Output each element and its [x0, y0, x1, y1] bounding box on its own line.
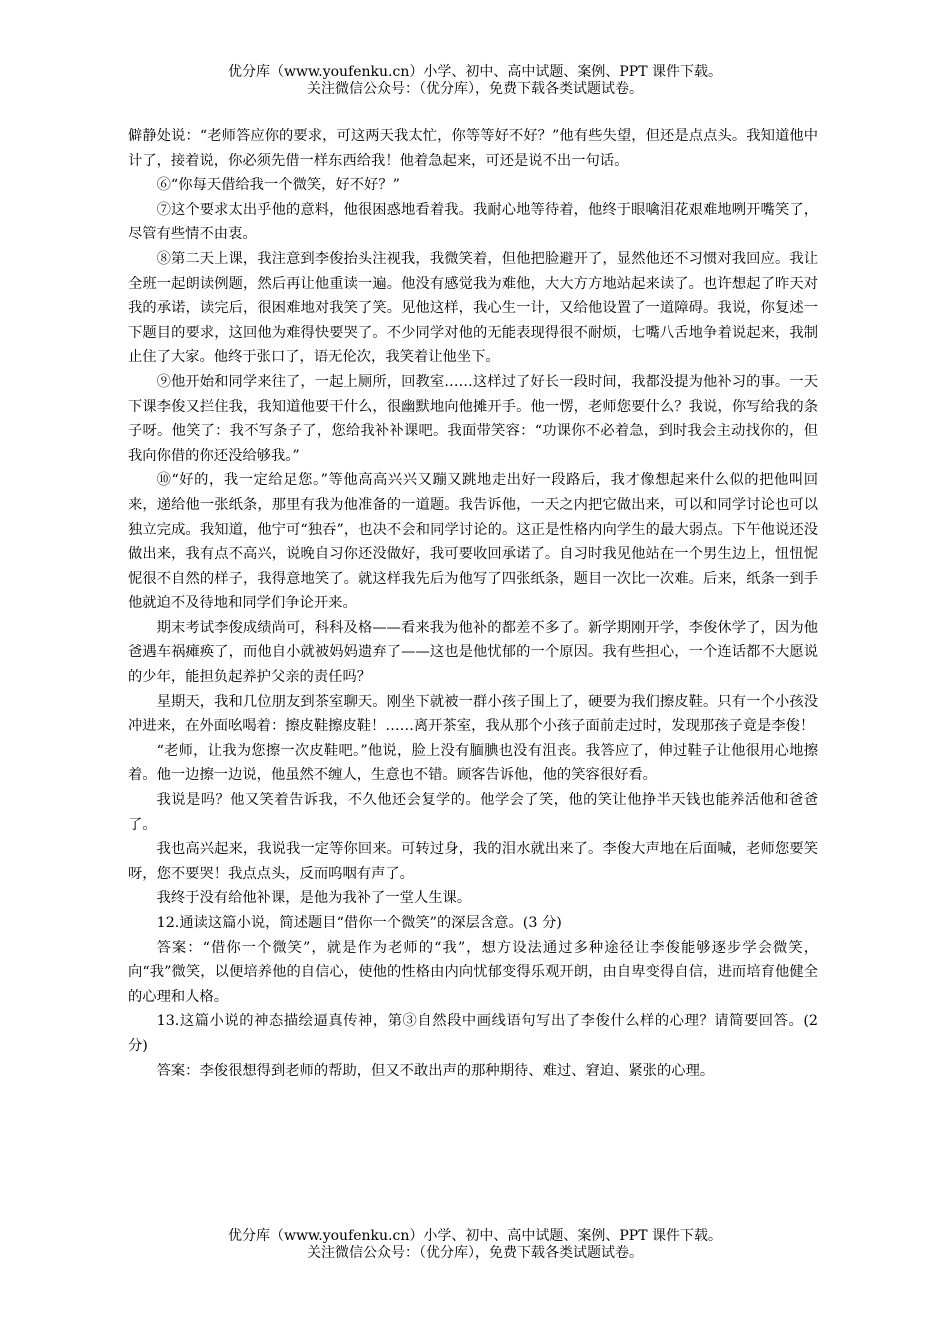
- paragraph-continued: 僻静处说：“老师答应你的要求，可这两天我太忙，你等等好不好？”他有些失望，但还是点点头。我知道他中计了，接着说，你必须先借一样东西给我！他着急起来，可还是说不出一句话。: [128, 128, 818, 169]
- question-12: 12.通读这篇小说，简述题目“借你一个微笑”的深层含意。(3 分): [156, 915, 562, 931]
- article-body: [128, 124, 818, 1083]
- paragraph-7: ⑦这个要求太出乎他的意料，他很困惑地看着我。我耐心地等待着，他终于眼噙泪花艰难地咧开嘴笑了，尽管有些情不由衷。: [128, 201, 818, 243]
- answer-13: 答案：李俊很想得到老师的帮助，但又不敢出声的那种期待、难过、窘迫、紧张的心理。: [156, 1062, 715, 1079]
- paragraph-10: ⑩“好的，我一定给足您。”等他高高兴兴又蹦又跳地走出好一段路后，我才像想起来什么似的把他叫回来，递给他一张纸条，那里有我为他准备的一道题。我告诉他，一天之内把它做出来，可以和同学讨论也可以独立完成。我知道，他宁可“独吞”，也决不会和同学讨论的。这正是性格内向学生的最大弱点。下午他说还没做出来，我有点不高兴，说晚自习你还没做好，我可要收回承诺了。自习时我见他站在一个男生边上，忸忸怩怩很不自然的样子，我得意地笑了。就这样我先后为他写了四张纸条，题目一次比一次难。后来，纸条一到手他就迫不及待地和同学们争论开来。: [128, 472, 818, 612]
- answer-12: 答案：“借你一个微笑”，就是作为老师的“我”，想方设法通过多种途径让李俊能够逐步学会微笑，向“我”微笑，以便培养他的自信心，使他的性格由内向忧郁变得乐观开朗，由自卑变得自信，进而培育他健全的心理和人格。: [128, 939, 818, 1005]
- page-footer: [0, 1228, 950, 1262]
- paragraph-8: ⑧第二天上课，我注意到李俊抬头注视我，我微笑着，但他把脸避开了，显然他还不习惯对我回应。我让全班一起朗读例题，然后再让他重读一遍。他没有感觉我为难他，大大方方地站起来读了。也许想起了昨天对我的承诺，读完后，很困难地对我笑了笑。见他这样，我心生一计，又给他设置了一道障碍。我说，你复述一下题目的要求，这回他为难得快要哭了。不少同学对他的无能表现得很不耐烦，七嘴八舌地争着说起来，我制止住了大家。他终于张口了，语无伦次，我笑着让他坐下。: [128, 250, 818, 366]
- paragraph-sunday: 星期天，我和几位朋友到茶室聊天。刚坐下就被一群小孩子围上了，硬要为我们擦皮鞋。只有一个小孩没冲进来，在外面吆喝着：擦皮鞋擦皮鞋！……离开茶室，我从那个小孩子面前走过时，发现那孩子竟是李俊！: [128, 693, 818, 735]
- footer-line-1: 优分库（www.youfenku.cn）小学、初中、高中试题、案例、PPT 课件下载。: [227, 1228, 722, 1244]
- question-13: 13.这篇小说的神态描绘逼真传神，第③自然段中画线语句写出了李俊什么样的心理？请简要回答。(2 分): [128, 1013, 818, 1054]
- paragraph-ending: 我终于没有给他补课，是他为我补了一堂人生课。: [156, 890, 472, 907]
- paragraph-6: ⑥“你每天借给我一个微笑，好不好？”: [156, 177, 400, 194]
- header-line-1: 优分库（www.youfenku.cn）小学、初中、高中试题、案例、PPT 课件下载。: [227, 64, 722, 80]
- paragraph-tears: 我也高兴起来，我说我一定等你回来。可转过身，我的泪水就出来了。李俊大声地在后面喊，老师您要笑呀，您不要哭！我点点头，反而呜咽有声了。: [128, 841, 818, 882]
- footer-line-2: 关注微信公众号：（优分库），免费下载各类试题试卷。: [307, 1245, 643, 1261]
- paragraph-9: ⑨他开始和同学来往了，一起上厕所，回教室……这样过了好长一段时间，我都没提为他补习的事。一天下课李俊又拦住我，我知道他要干什么，很幽默地向他摊开手。他一愣，老师您要什么？我说，你写给我的条子呀。他笑了：我不写条子了，您给我补补课吧。我面带笑容：“功课你不必着急，到时我会主动找你的，但我向你借的你还没给够我。”: [128, 373, 818, 464]
- paragraph-smile: 我说是吗？他又笑着告诉我，不久他还会复学的。他学会了笑，他的笑让他挣半天钱也能养活他和爸爸了。: [128, 792, 818, 833]
- paragraph-shoe-shine: “老师，让我为您擦一次皮鞋吧。”他说，脸上没有腼腆也没有沮丧。我答应了，伸过鞋子让他很用心地擦着。他一边擦一边说，他虽然不缠人，生意也不错。顾客告诉他，他的笑容很好看。: [128, 742, 818, 784]
- page-header: [0, 64, 950, 98]
- header-line-2: 关注微信公众号：（优分库），免费下载各类试题试卷。: [307, 81, 643, 97]
- paragraph-final-exam: 期末考试李俊成绩尚可，科科及格——看来我为他补的都差不多了。新学期刚开学，李俊休学了，因为他爸遇车祸瘫痪了，而他自小就被妈妈遗弃了——这也是他忧郁的一个原因。我有些担心，一个连话都不大愿说的少年，能担负起养护父亲的责任吗？: [128, 619, 818, 686]
